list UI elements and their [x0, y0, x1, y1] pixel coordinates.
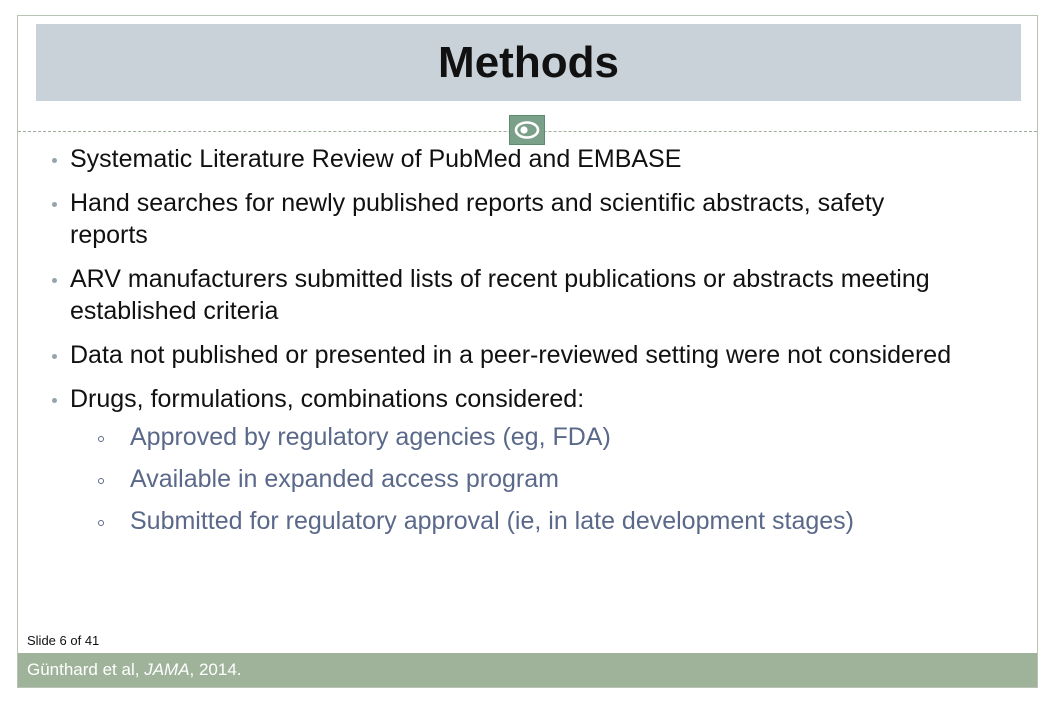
- bullet-item: [52, 187, 952, 251]
- bullet-text: Hand searches for newly published reports and scientific abstracts, safety reports: [70, 189, 885, 249]
- bullet-dot: [52, 158, 57, 163]
- bullet-dot: [52, 202, 57, 207]
- bullet-list: [52, 143, 952, 549]
- bullet-item: [52, 339, 952, 371]
- subbullet-item: [70, 421, 952, 453]
- citation-year: , 2014.: [189, 660, 242, 679]
- citation-author: Günthard et al,: [27, 660, 145, 679]
- eye-icon: [509, 115, 545, 145]
- bullet-item: [52, 383, 952, 537]
- bullet-dot: [52, 354, 57, 359]
- subbullet-ring: [98, 478, 104, 484]
- title-bar: [36, 24, 1021, 101]
- citation-journal: JAMA: [144, 660, 190, 679]
- citation: [27, 660, 242, 680]
- bullet-dot: [52, 398, 57, 403]
- subbullet-item: [70, 505, 952, 537]
- subbullet-text: Available in expanded access program: [130, 465, 559, 493]
- bullet-text: Systematic Literature Review of PubMed and EMBASE: [70, 145, 682, 173]
- subbullet-text: Approved by regulatory agencies (eg, FDA): [130, 423, 611, 451]
- bullet-item: [52, 263, 952, 327]
- slide-number: Slide 6 of 41: [27, 633, 100, 648]
- bullet-text: ARV manufacturers submitted lists of recent publications or abstracts meeting established criteria: [70, 265, 930, 325]
- subbullet-ring: [98, 436, 104, 442]
- bullet-item: [52, 143, 952, 175]
- bullet-text: Drugs, formulations, combinations considered:: [70, 385, 585, 413]
- subbullet-list: [70, 421, 952, 537]
- bullet-text: Data not published or presented in a peer-reviewed setting were not considered: [70, 341, 952, 369]
- slide-title: Methods: [438, 37, 619, 87]
- bullet-dot: [52, 278, 57, 283]
- subbullet-item: [70, 463, 952, 495]
- footer-bar: [18, 653, 1037, 687]
- subbullet-text: Submitted for regulatory approval (ie, in late development stages): [130, 507, 854, 535]
- subbullet-ring: [98, 520, 104, 526]
